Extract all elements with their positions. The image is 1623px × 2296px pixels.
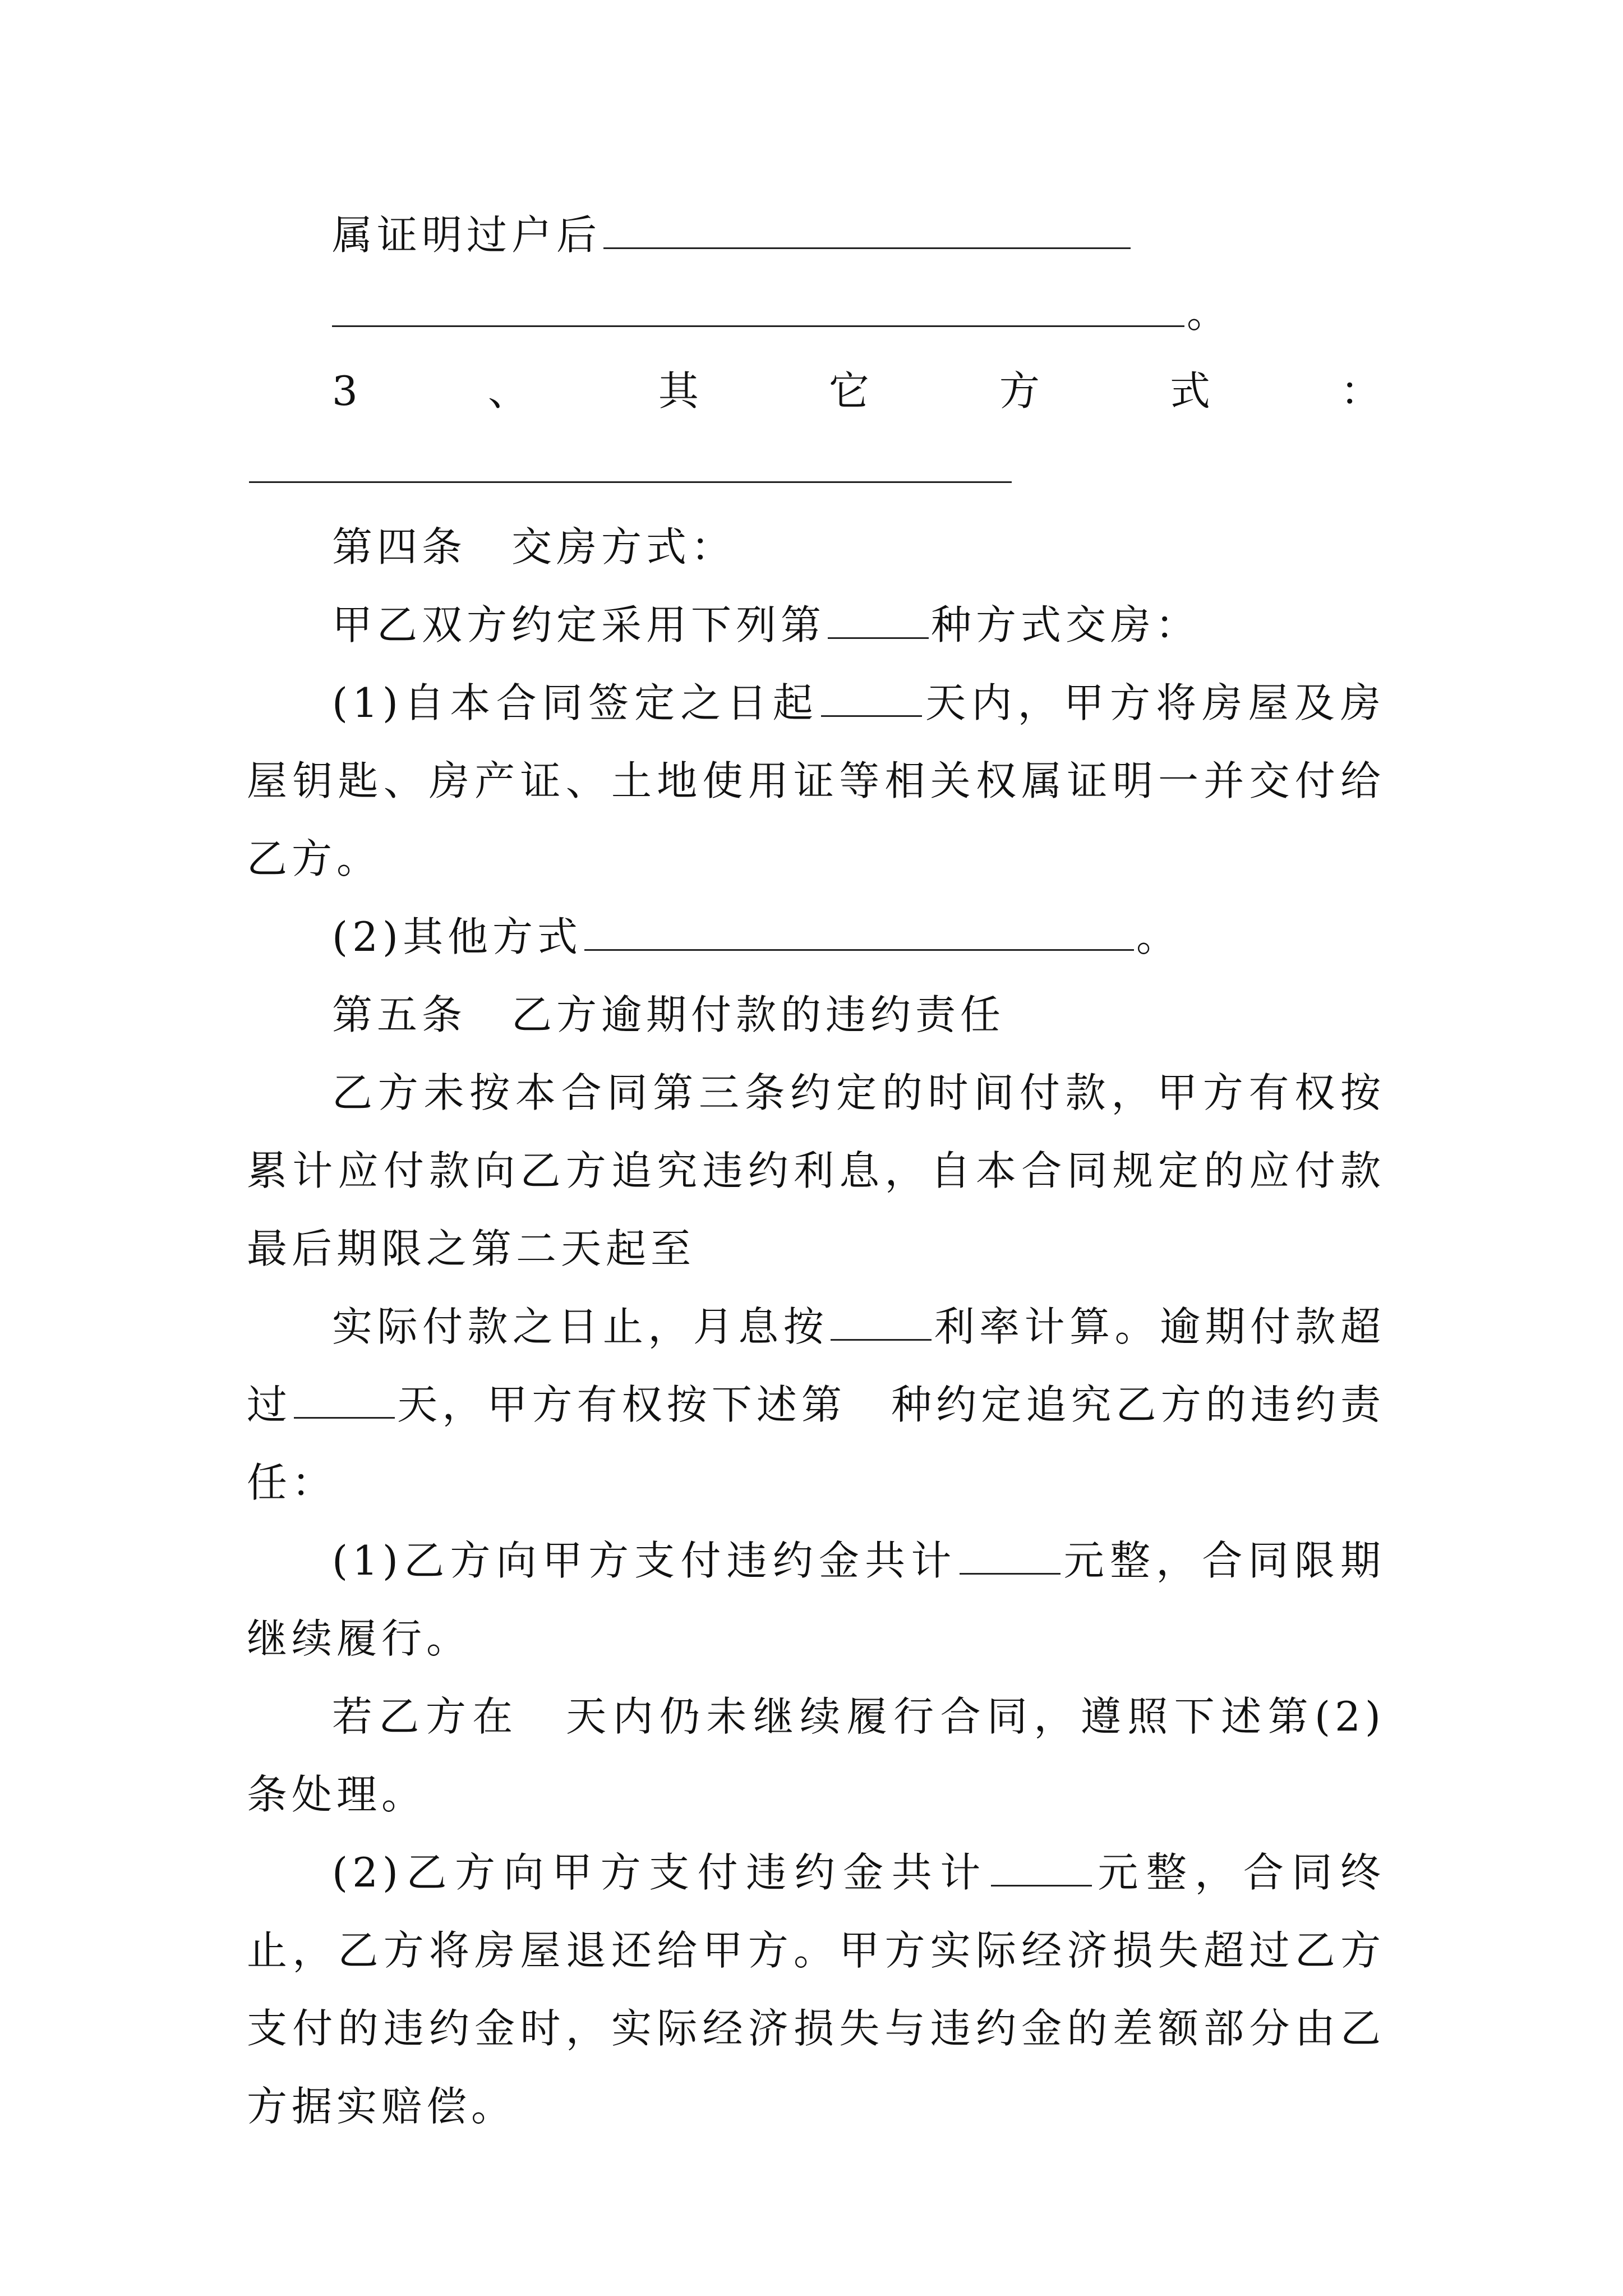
text-article-4-option-2-a: (2)其他方式 xyxy=(332,913,582,960)
paragraph-article-5-1: 乙方未按本合同第三条约定的时间付款，甲方有权按累计应付款向乙方追究违约利息，自本合同规定的应付款最后期限之第二天起至 xyxy=(247,1069,1385,1272)
article-4-title: 第四条 交房方式： xyxy=(332,523,736,570)
text-article-5-option-2-a: (2)乙方向甲方支付违约金共计 xyxy=(332,1849,989,1896)
blank-underline xyxy=(828,592,929,639)
blank-underline xyxy=(249,436,1012,483)
paragraph-article-5-2 xyxy=(247,1288,1385,1522)
article-5-title: 第五条 乙方逾期付款的违约责任 xyxy=(332,991,1006,1038)
paragraph-article-5-option-2 xyxy=(247,1834,1385,2146)
blank-underline xyxy=(960,1528,1061,1575)
blank-underline xyxy=(831,1294,932,1341)
text-period: 。 xyxy=(1187,289,1232,337)
paragraph-ownership-transfer xyxy=(247,196,1385,274)
text-other-method: 3、其它方式： xyxy=(332,367,1385,415)
text-article-4-intro-b: 种方式交房： xyxy=(931,601,1201,648)
blank-underline xyxy=(584,904,1134,951)
paragraph-blank-line xyxy=(247,274,1385,352)
paragraph-article-4-option-1 xyxy=(247,664,1385,898)
text-article-4-option-1-b: 天内，甲方将房屋及房屋钥匙、房产证、土地使用证等相关权属证明一并交付给乙方。 xyxy=(247,679,1385,882)
paragraph-other-method xyxy=(247,352,1385,508)
paragraph-article-4-option-2 xyxy=(247,898,1385,976)
blank-underline xyxy=(821,670,922,717)
text-article-4-intro-a: 甲乙双方约定采用下列第 xyxy=(332,601,826,648)
document-body xyxy=(247,196,1385,2146)
text-article-5-2-c: 天，甲方有权按下述第 种约定追究乙方的违约责任： xyxy=(247,1381,1385,1506)
text-article-5-2-b: 利率计算。逾期付款超过 xyxy=(247,1303,1385,1428)
blank-underline xyxy=(603,203,1131,249)
text-article-4-option-2-b: 。 xyxy=(1136,913,1182,960)
paragraph-article-4-intro xyxy=(247,586,1385,664)
text-ownership-transfer: 属证明过户后 xyxy=(332,211,602,259)
text-article-5-2-a: 实际付款之日止，月息按 xyxy=(332,1303,829,1350)
paragraph-article-5-option-1 xyxy=(247,1522,1385,1678)
blank-underline xyxy=(332,280,1184,327)
text-article-5-option-2-b: 元整，合同终止，乙方将房屋退还给甲方。甲方实际经济损失超过乙方支付的违约金时，实际经济损失与违约金的差额部分由乙方据实赔偿。 xyxy=(247,1849,1385,2130)
text-article-4-option-1-a: (1)自本合同签定之日起 xyxy=(332,679,819,726)
paragraph-article-5-if: 若乙方在 天内仍未继续履行合同，遵照下述第(2)条处理。 xyxy=(247,1693,1385,1818)
text-article-5-option-1-a: (1)乙方向甲方支付违约金共计 xyxy=(332,1537,957,1584)
blank-underline xyxy=(294,1372,395,1419)
text-article-5-option-1-b: 元整，合同限期继续履行。 xyxy=(247,1537,1385,1662)
blank-underline xyxy=(991,1840,1092,1887)
